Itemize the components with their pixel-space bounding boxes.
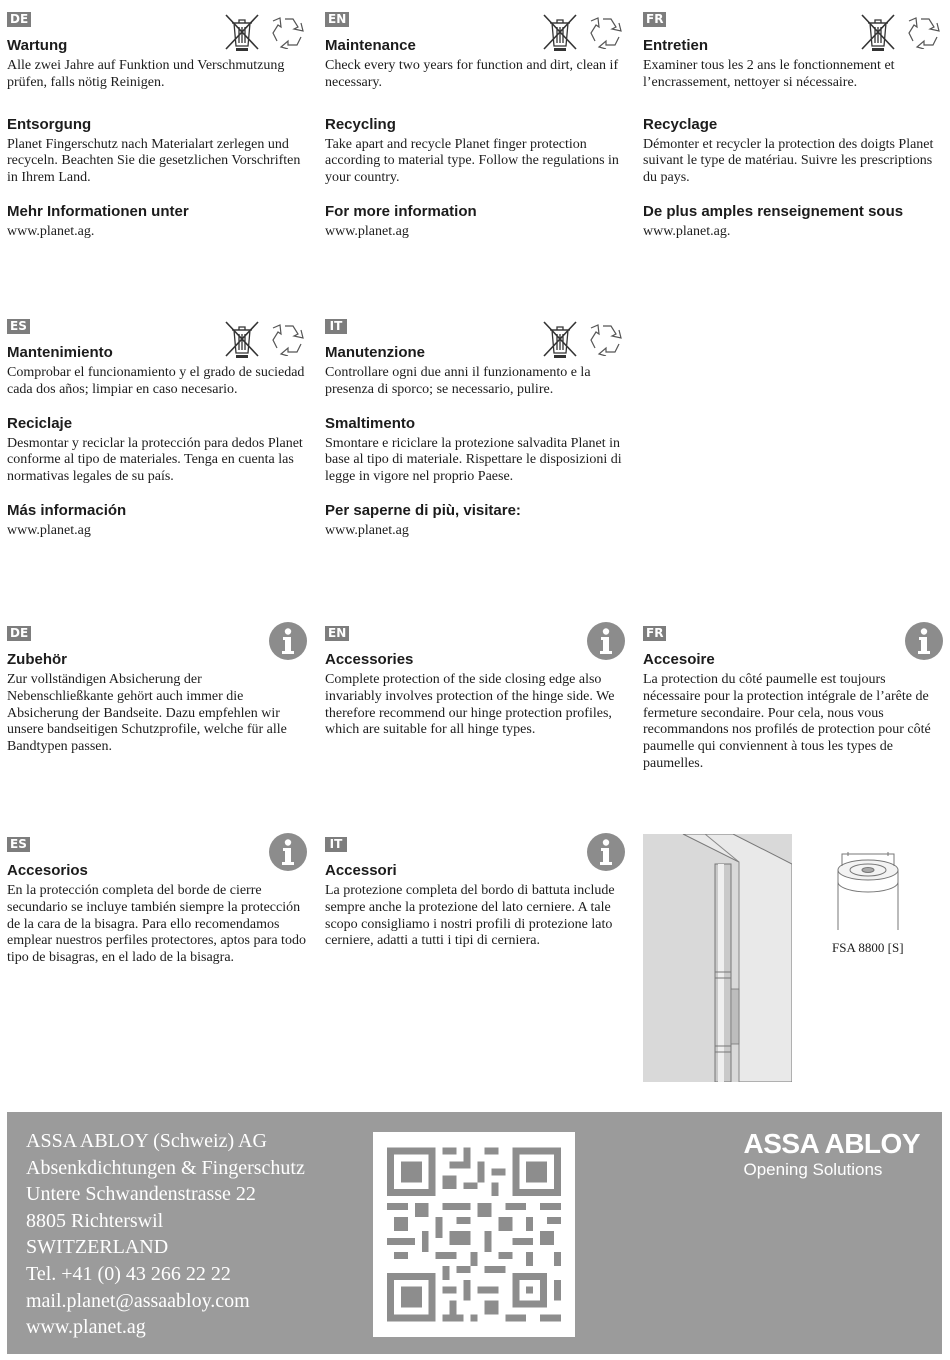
section-heading: Manutenzione: [325, 344, 425, 361]
maintenance-block-fr: [643, 8, 943, 241]
crossed-bin-icon: [858, 13, 898, 51]
maintenance-block-it: [325, 315, 625, 540]
disposal-icons: [207, 8, 307, 48]
section-text: Controllare ogni due anni il funzionamento e la presenza di sporco; se necessario, pulire.: [325, 365, 591, 397]
crossed-bin-icon: [540, 320, 580, 358]
disposal-icons: [843, 8, 943, 48]
section-heading: Accesoire: [643, 651, 715, 668]
section-text: Alle zwei Jahre auf Funktion und Verschmutzung prüfen, falls nötig Reinigen.: [7, 58, 285, 90]
section-text: Smontare e riciclare la protezione salvadita Planet in base al tipo di materiale. Rispettare le disposizioni di legge in vigore nel proprio Paese.: [325, 435, 622, 485]
section-text: Desmontar y reciclar la protección para dedos Planet conforme al tipo de materiales. Tenga en cuenta las normativas legales de su país.: [7, 435, 303, 485]
address-line: Absenkdichtungen & Fingerschutz: [26, 1156, 305, 1179]
profile-illustration: [832, 848, 912, 930]
section-heading: Per saperne di più, visitare:: [325, 501, 521, 519]
section-heading: Más información: [7, 501, 127, 519]
section-heading: Accesorios: [7, 862, 88, 879]
company-address: [26, 1128, 305, 1341]
crossed-bin-icon: [540, 13, 580, 51]
info-icon: [587, 833, 625, 871]
language-tag: IT: [325, 837, 347, 852]
section-text: Démonter et recycler la protection des doigts Planet suivant le type de matériau. Suivre les prescriptions du pays.: [643, 136, 934, 186]
recycle-icon: [271, 15, 307, 49]
language-tag: DE: [7, 12, 31, 27]
footer: [7, 1112, 942, 1354]
section-heading: Entretien: [643, 37, 709, 54]
language-tag: FR: [643, 626, 666, 641]
website-link[interactable]: www.planet.ag: [7, 522, 91, 538]
section-heading: Zubehör: [7, 651, 67, 668]
info-icon: [587, 622, 625, 660]
section-heading: Mehr Informationen unter: [7, 202, 189, 220]
website-link[interactable]: www.planet.ag: [325, 522, 409, 538]
section-heading: Accessori: [325, 862, 397, 879]
info-icon: [269, 833, 307, 871]
maintenance-block-es: [7, 315, 307, 540]
language-tag: FR: [643, 12, 666, 27]
crossed-bin-icon: [222, 320, 262, 358]
address-line: 8805 Richterswil: [26, 1209, 164, 1232]
address-line: SWITZERLAND: [26, 1236, 169, 1259]
section-heading: Smaltimento: [325, 414, 416, 432]
accessories-block-es: [7, 833, 307, 967]
language-tag: ES: [7, 837, 30, 852]
brand-name: ASSA ABLOY: [743, 1128, 920, 1159]
accessories-block-en: [325, 622, 625, 739]
website-link[interactable]: www.planet.ag.: [7, 223, 95, 239]
language-tag: EN: [325, 12, 349, 27]
section-heading: Recyclage: [643, 115, 718, 133]
address-line: ASSA ABLOY (Schweiz) AG: [26, 1130, 267, 1152]
product-label: FSA 8800 [S]: [832, 940, 904, 955]
section-heading: Entsorgung: [7, 115, 92, 133]
section-heading: Wartung: [7, 37, 68, 54]
section-text: La protection du côté paumelle est toujours nécessaire pour la protection intégrale de l’arête de fermeture secondaire. Pour cela, nous vous recommandons nos profilés de protection pour côté paumelle qui conviennent à tous les types de paumelles.: [643, 672, 931, 771]
address-line: Untere Schwandenstrasse 22: [26, 1183, 256, 1206]
section-heading: Maintenance: [325, 37, 416, 54]
section-text: Comprobar el funcionamiento y el grado de suciedad cada dos años; limpiar en caso necesario.: [7, 365, 305, 397]
language-tag: EN: [325, 626, 349, 641]
section-heading: Mantenimiento: [7, 344, 113, 361]
section-text: Zur vollständigen Absicherung der Nebenschließkante gehört auch immer die Absicherung der Bandseite. Dazu empfehlen wir unsere bandseitigen Schutzprofile, welche für alle Bandtypen passen.: [7, 672, 287, 755]
website-link[interactable]: www.planet.ag.: [643, 223, 731, 239]
language-tag: IT: [325, 319, 347, 334]
brand-tagline: Opening Solutions: [743, 1160, 883, 1179]
section-text: Complete protection of the side closing edge also invariably involves protection of the hinge side. We therefore recommend our hinge protection profiles, which are suitable for all hinge types.: [325, 672, 615, 738]
recycle-icon: [589, 15, 625, 49]
hinge-illustration: [643, 834, 792, 1082]
disposal-icons: [525, 315, 625, 355]
accessories-block-de: [7, 622, 307, 756]
recycle-icon: [271, 322, 307, 356]
crossed-bin-icon: [222, 13, 262, 51]
accessories-block-it: [325, 833, 625, 950]
section-text: En la protección completa del borde de cierre secundario se incluye también siempre la protección de la cara de la bisagra. Para ello recomendamos emplear nuestros perfiles protectores, aptos para todo tipo de bisagras, en el lado de la bisagra.: [7, 883, 306, 966]
disposal-icons: [525, 8, 625, 48]
language-tag: ES: [7, 319, 30, 334]
maintenance-block-en: [325, 8, 625, 241]
section-heading: De plus amples renseignement sous: [643, 202, 904, 220]
brand-logo: [744, 1128, 921, 1180]
website-link[interactable]: www.planet.ag: [26, 1316, 146, 1339]
website-link[interactable]: www.planet.ag: [325, 223, 409, 239]
accessories-block-fr: [643, 622, 943, 773]
section-heading: Reciclaje: [7, 414, 73, 432]
section-text: La protezione completa del bordo di battuta include sempre anche la protezione del lato cerniere. A tale scopo consigliamo i nostri profili di protezione lato cerniere, adatti a tutti i tipi di cerniera.: [325, 883, 615, 949]
maintenance-block-de: [7, 8, 307, 241]
recycle-icon: [907, 15, 943, 49]
email-link[interactable]: mail.planet@assaabloy.com: [26, 1289, 250, 1312]
section-heading: Recycling: [325, 115, 396, 133]
info-icon: [905, 622, 943, 660]
section-text: Check every two years for function and dirt, clean if necessary.: [325, 58, 619, 90]
section-text: Planet Fingerschutz nach Materialart zerlegen und recyceln. Beachten Sie die gesetzlichen Vorschriften in Ihrem Land.: [7, 136, 301, 186]
info-icon: [269, 622, 307, 660]
section-text: Examiner tous les 2 ans le fonctionnement et l’encrassement, nettoyer si nécessaire.: [643, 58, 895, 90]
section-heading: For more information: [325, 202, 477, 220]
language-tag: DE: [7, 626, 31, 641]
disposal-icons: [207, 315, 307, 355]
section-heading: Accessories: [325, 651, 414, 668]
qr-code[interactable]: [373, 1132, 575, 1337]
recycle-icon: [589, 322, 625, 356]
phone-number: Tel. +41 (0) 43 266 22 22: [26, 1262, 231, 1285]
section-text: Take apart and recycle Planet finger protection according to material type. Follow the regulations in your country.: [325, 136, 619, 186]
